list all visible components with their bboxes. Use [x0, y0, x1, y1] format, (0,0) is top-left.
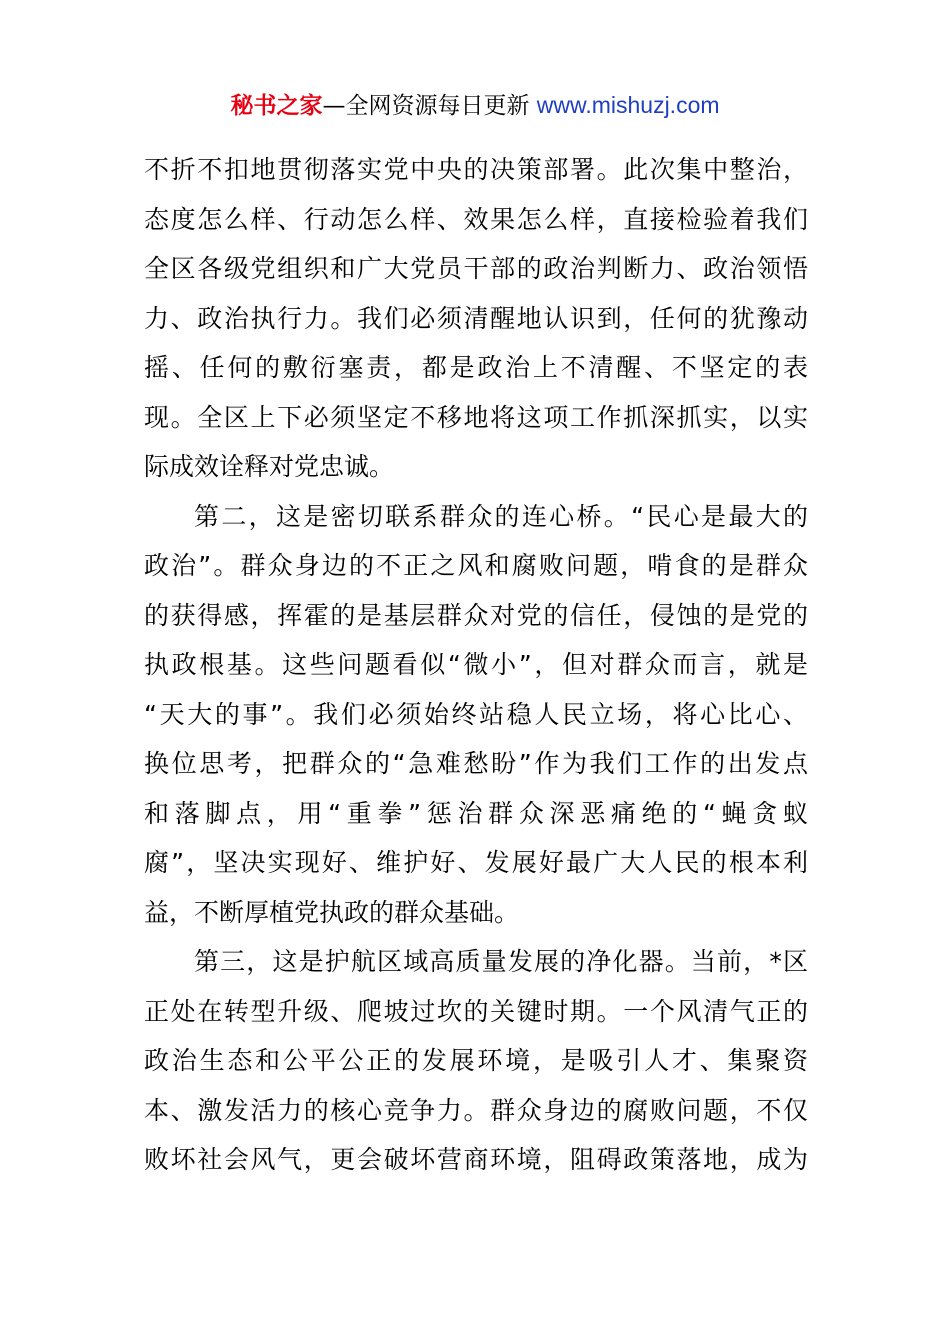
text-line: 际成效诠释对党忠诚。 [144, 452, 395, 481]
text-line: 第二，这是密切联系群众的连心桥。“民心是最大的 [194, 501, 808, 531]
document-body [144, 145, 808, 1185]
text-line: 全区各级党组织和广大党员干部的政治判断力、政治领悟 [144, 254, 808, 283]
text-line: 败坏社会风气，更会破坏营商环境，阻碍政策落地，成为 [144, 1145, 808, 1174]
text-line: 腐”，坚决实现好、维护好、发展好最广大人民的根本利 [144, 848, 808, 877]
text-line: 现。全区上下必须坚定不移地将这项工作抓深抓实，以实 [144, 402, 808, 432]
text-line: 不折不扣地贯彻落实党中央的决策部署。此次集中整治， [144, 155, 808, 184]
text-line: 本、激发活力的核心竞争力。群众身边的腐败问题，不仅 [144, 1095, 808, 1125]
header-tagline: —全网资源每日更新 [322, 93, 530, 119]
text-line: 政治”。群众身边的不正之风和腐败问题，啃食的是群众 [144, 551, 808, 580]
text-line: 正处在转型升级、爬坡过坎的关键时期。一个风清气正的 [144, 996, 808, 1026]
text-line: 的获得感，挥霍的是基层群众对党的信任，侵蚀的是党的 [144, 600, 808, 630]
text-line: 力、政治执行力。我们必须清醒地认识到，任何的犹豫动 [144, 303, 808, 333]
text-line: 政治生态和公平公正的发展环境，是吸引人才、集聚资 [144, 1046, 808, 1075]
text-line: “天大的事”。我们必须始终站稳人民立场，将心比心、 [144, 699, 808, 729]
text-line: 第三，这是护航区域高质量发展的净化器。当前，*区 [194, 947, 808, 976]
text-line: 摇、任何的敷衍塞责，都是政治上不清醒、不坚定的表 [144, 353, 808, 382]
text-line: 执政根基。这些问题看似“微小”，但对群众而言，就是 [144, 650, 808, 679]
header-brand: 秘书之家 [230, 93, 323, 119]
text-line: 换位思考，把群众的“急难愁盼”作为我们工作的出发点 [144, 749, 808, 778]
text-line: 益，不断厚植党执政的群众基础。 [144, 897, 520, 927]
text-line: 和落脚点，用“重拳”惩治群众深恶痛绝的“蝇贪蚁 [144, 798, 808, 828]
text-line: 态度怎么样、行动怎么样、效果怎么样，直接检验着我们 [144, 204, 808, 234]
header-url[interactable]: www.mishuzj.com [536, 92, 720, 118]
page-header [0, 88, 950, 123]
